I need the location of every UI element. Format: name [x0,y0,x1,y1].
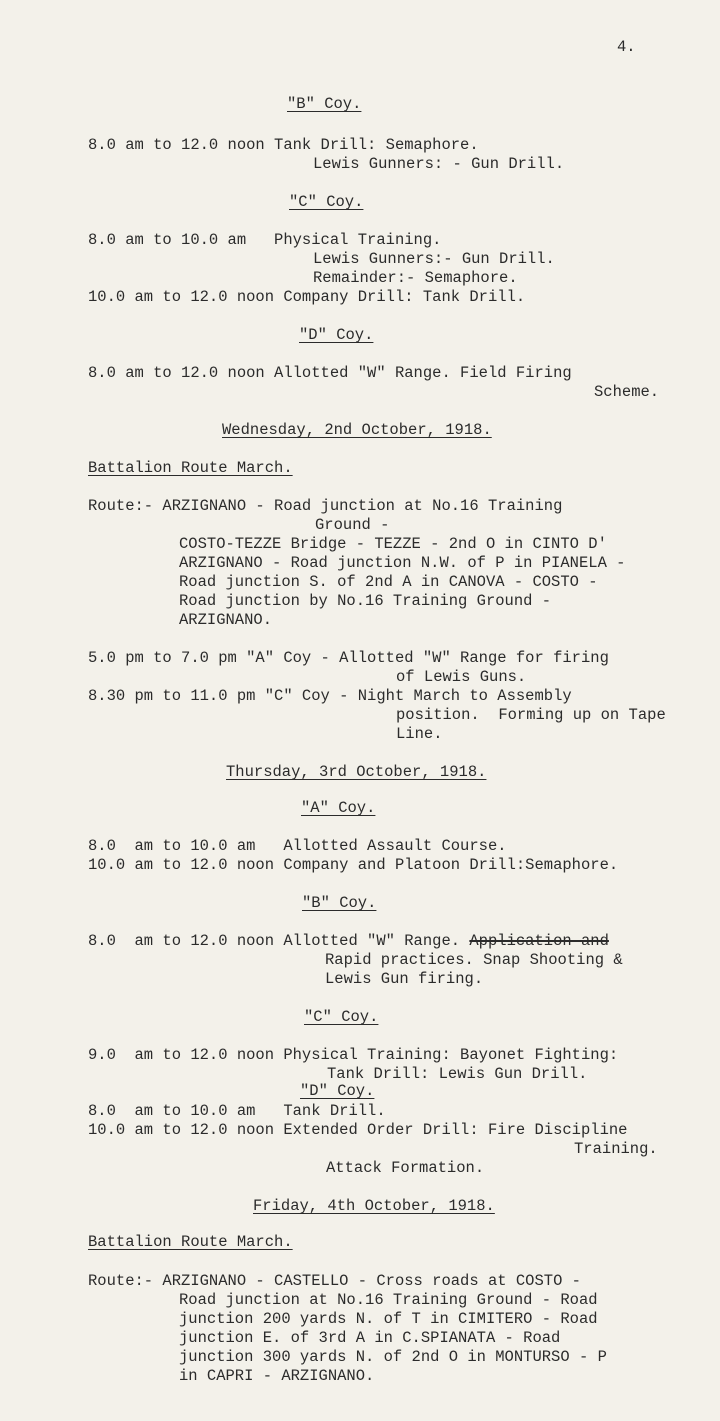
text-line: ARZIGNANO. [179,611,273,629]
text-line [88,932,609,951]
text-line: Route:- ARZIGNANO - CASTELLO - Cross roads at COSTO - [88,1272,581,1290]
text-line: 8.0 am to 10.0 am Allotted Assault Course. [88,837,507,855]
text-line: of Lewis Guns. [396,668,527,686]
text-line: junction 200 yards N. of T in CIMITERO - Road [179,1310,598,1328]
coy-heading-b: "B" Coy. [302,894,377,912]
text-line: 8.30 pm to 11.0 pm "C" Coy - Night March to Assembly [88,687,572,705]
text-line: 10.0 am to 12.0 noon Company and Platoon Drill:Semaphore. [88,856,619,874]
text-line: 8.0 am to 12.0 noon Allotted "W" Range. Field Firing [88,364,572,382]
text-line: Attack Formation. [326,1159,485,1177]
text-line: junction E. of 3rd A in C.SPIANATA - Road [179,1329,561,1347]
text-line: 10.0 am to 12.0 noon Extended Order Drill: Fire Discipline [88,1121,628,1139]
route-march-heading: Battalion Route March. [88,1233,293,1251]
text-line: Line. [396,725,443,743]
text-segment: 8.0 am to 12.0 noon Allotted "W" Range. [88,932,470,950]
text-line: Scheme. [594,383,660,401]
text-line: Road junction at No.16 Training Ground - Road [179,1291,598,1309]
route-march-heading: Battalion Route March. [88,459,293,477]
text-line: 8.0 am to 10.0 am Physical Training. [88,231,442,249]
text-line: 8.0 am to 10.0 am Tank Drill. [88,1102,386,1120]
text-line: 8.0 am to 12.0 noon Tank Drill: Semaphore. [88,136,479,154]
coy-heading-b: "B" Coy. [287,95,362,113]
day-heading-thursday: Thursday, 3rd October, 1918. [226,763,487,781]
text-line: 9.0 am to 12.0 noon Physical Training: Bayonet Fighting: [88,1046,619,1064]
coy-heading-a: "A" Coy. [301,799,376,817]
text-line: Road junction S. of 2nd A in CANOVA - COSTO - [179,573,598,591]
text-line: Road junction by No.16 Training Ground - [179,592,552,610]
coy-heading-c: "C" Coy. [289,193,364,211]
text-line: Lewis Gun firing. [325,970,484,988]
text-line: Ground - [315,516,390,534]
text-line: in CAPRI - ARZIGNANO. [179,1367,375,1385]
coy-heading-c: "C" Coy. [304,1008,379,1026]
day-heading-friday: Friday, 4th October, 1918. [253,1197,495,1215]
page-number: 4. [617,38,636,56]
text-line: Tank Drill: Lewis Gun Drill. [327,1065,588,1083]
coy-heading-d: "D" Coy. [300,1082,375,1100]
text-line: 10.0 am to 12.0 noon Company Drill: Tank Drill. [88,288,526,306]
day-heading-wednesday: Wednesday, 2nd October, 1918. [222,421,492,439]
text-line: junction 300 yards N. of 2nd O in MONTURSO - P [179,1348,607,1366]
text-line: 5.0 pm to 7.0 pm "A" Coy - Allotted "W" Range for firing [88,649,609,667]
text-line: position. Forming up on Tape [396,706,666,724]
text-line: Training. [574,1140,658,1158]
text-line: Lewis Gunners:- Gun Drill. [313,250,555,268]
struck-text: Application and [469,932,609,950]
text-line: Route:- ARZIGNANO - Road junction at No.16 Training [88,497,563,515]
text-line: Rapid practices. Snap Shooting & [325,951,623,969]
coy-heading-d: "D" Coy. [299,326,374,344]
text-line: Remainder:- Semaphore. [313,269,518,287]
text-line: Lewis Gunners: - Gun Drill. [313,155,565,173]
text-line: COSTO-TEZZE Bridge - TEZZE - 2nd O in CINTO D' [179,535,607,553]
text-line: ARZIGNANO - Road junction N.W. of P in PIANELA - [179,554,626,572]
